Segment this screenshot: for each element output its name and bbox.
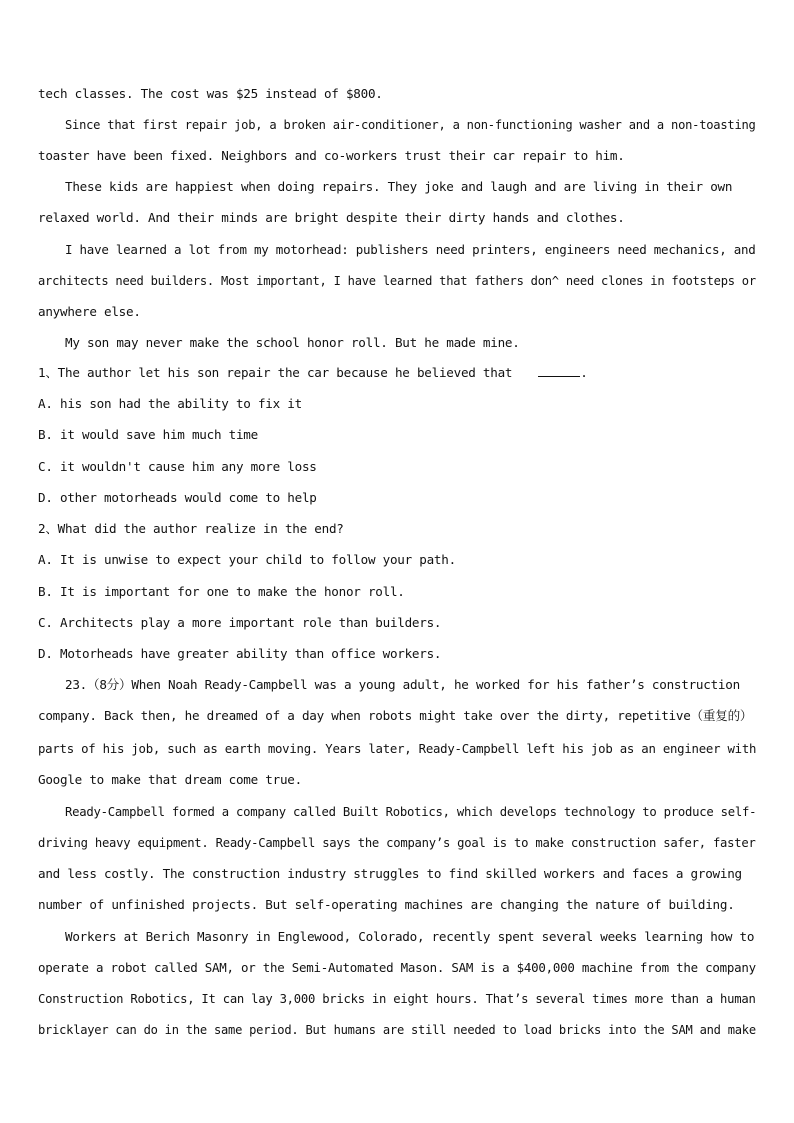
passage-23-line: Workers at Berich Masonry in Englewood, Colorado, recently spent several weeks learning how to bbox=[65, 929, 755, 944]
question-2-stem: 2、What did the author realize in the end? bbox=[38, 521, 344, 536]
passage-23-line: Google to make that dream come true. bbox=[38, 772, 302, 787]
passage-23-line: Construction Robotics, It can lay 3,000 bricks in eight hours. That’s several times more than a human bbox=[38, 991, 756, 1006]
passage-23-line: number of unfinished projects. But self-operating machines are changing the nature of building. bbox=[38, 897, 735, 912]
question-2-option-b: B. It is important for one to make the honor roll. bbox=[38, 584, 405, 599]
passage-23-line: parts of his job, such as earth moving. Years later, Ready-Campbell left his job as an engineer with bbox=[38, 741, 757, 756]
paragraph-line: architects need builders. Most important, I have learned that fathers don^ need clones in footsteps or bbox=[38, 273, 756, 288]
question-1-stem bbox=[38, 365, 588, 381]
paragraph-line: These kids are happiest when doing repairs. They joke and laugh and are living in their own bbox=[65, 179, 733, 194]
paragraph-line: anywhere else. bbox=[38, 304, 141, 319]
passage-23-line: 23.（8分）When Noah Ready-Campbell was a young adult, he worked for his father’s construction bbox=[65, 677, 740, 692]
paragraph-line: I have learned a lot from my motorhead: publishers need printers, engineers need mechanics, and bbox=[65, 242, 756, 257]
question-1-period: . bbox=[580, 365, 588, 380]
question-2-option-c: C. Architects play a more important role than builders. bbox=[38, 615, 442, 630]
passage-23-line: Ready-Campbell formed a company called Built Robotics, which develops technology to produce self- bbox=[65, 804, 757, 819]
paragraph-line: tech classes. The cost was $25 instead of $800. bbox=[38, 86, 383, 101]
question-2-option-a: A. It is unwise to expect your child to follow your path. bbox=[38, 552, 456, 567]
question-1-option-a: A. his son had the ability to fix it bbox=[38, 396, 302, 411]
question-2-option-d: D. Motorheads have greater ability than office workers. bbox=[38, 646, 442, 661]
passage-23-line: operate a robot called SAM, or the Semi-Automated Mason. SAM is a $400,000 machine from the company bbox=[38, 960, 756, 975]
passage-23-line: company. Back then, he dreamed of a day when robots might take over the dirty, repetitive（重复的） bbox=[38, 708, 753, 723]
paragraph-line: relaxed world. And their minds are bright despite their dirty hands and clothes. bbox=[38, 210, 625, 225]
paragraph-line: Since that first repair job, a broken air-conditioner, a non-functioning washer and a non-toasting bbox=[65, 117, 756, 132]
passage-23-line: driving heavy equipment. Ready-Campbell says the company’s goal is to make construction safer, faster bbox=[38, 835, 756, 850]
question-1-text: 1、The author let his son repair the car because he believed that bbox=[38, 365, 513, 380]
paragraph-line: My son may never make the school honor roll. But he made mine. bbox=[65, 335, 520, 350]
passage-23-line: bricklayer can do in the same period. But humans are still needed to load bricks into the SAM and make bbox=[38, 1022, 756, 1037]
question-1-option-b: B. it would save him much time bbox=[38, 427, 258, 442]
paragraph-line: toaster have been fixed. Neighbors and co-workers trust their car repair to him. bbox=[38, 148, 625, 163]
question-1-option-d: D. other motorheads would come to help bbox=[38, 490, 317, 505]
answer-blank bbox=[538, 366, 580, 377]
passage-23-line: and less costly. The construction industry struggles to find skilled workers and faces a growing bbox=[38, 866, 742, 881]
question-1-option-c: C. it wouldn't cause him any more loss bbox=[38, 459, 317, 474]
